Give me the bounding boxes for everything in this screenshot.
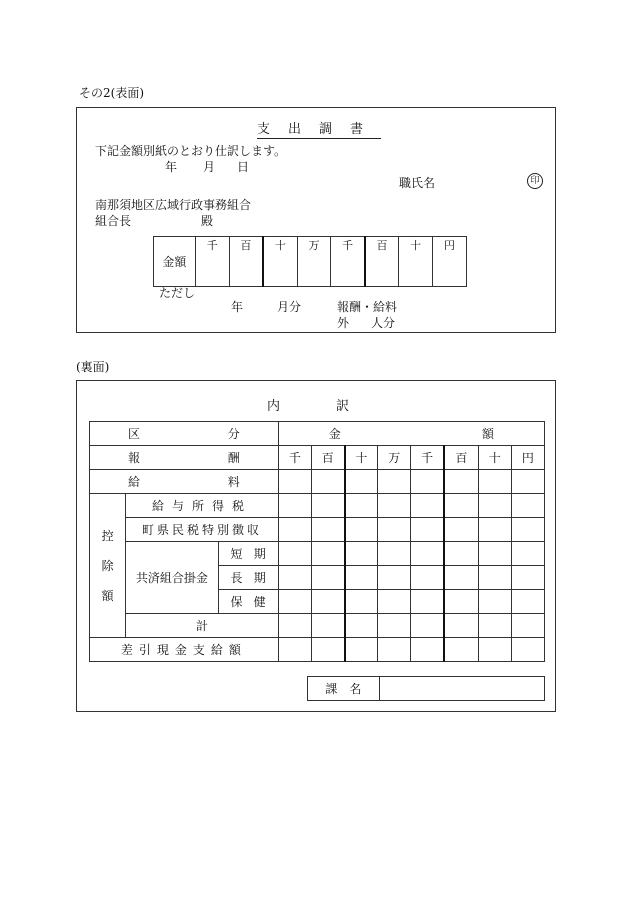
- row-subtotal: [90, 614, 545, 638]
- amount-digit[interactable]: [411, 518, 444, 542]
- amount-digit[interactable]: [444, 590, 478, 614]
- amount-digit[interactable]: [345, 614, 378, 638]
- amount-digit[interactable]: [345, 566, 378, 590]
- period-year: 年: [231, 300, 244, 314]
- subtotal-label: 計: [126, 614, 279, 638]
- amount-digit[interactable]: [478, 614, 511, 638]
- amount-digit[interactable]: [511, 614, 544, 638]
- amount-digit[interactable]: [278, 518, 311, 542]
- row-label-char: 給: [128, 475, 141, 489]
- row-income-tax: [90, 494, 545, 518]
- section-name-field[interactable]: [379, 677, 544, 701]
- intro-text: 下記金額別紙のとおり仕訳します。: [95, 144, 287, 158]
- deduction-char: 除: [101, 558, 114, 573]
- amount-digit[interactable]: [444, 614, 478, 638]
- proviso: ただし: [159, 286, 196, 300]
- amount-digit[interactable]: [345, 542, 378, 566]
- unit-cell: 円: [433, 237, 467, 261]
- amount-digit[interactable]: [345, 638, 378, 662]
- back-heading: (裏面): [76, 360, 110, 374]
- amount-digit[interactable]: [311, 494, 344, 518]
- amount-digit[interactable]: [345, 470, 378, 494]
- label-char: 短: [230, 547, 243, 561]
- amount-digit[interactable]: [311, 566, 344, 590]
- amount-digit[interactable]: [278, 470, 311, 494]
- amount-digit[interactable]: [478, 638, 511, 662]
- amount-digit[interactable]: [378, 566, 411, 590]
- amount-digit[interactable]: [378, 542, 411, 566]
- row-salary: [90, 470, 545, 494]
- amount-digit[interactable]: [444, 518, 478, 542]
- date-day: 日: [237, 160, 250, 174]
- pay-type: 報酬・給料: [337, 300, 398, 314]
- amount-digit[interactable]: [411, 542, 444, 566]
- unit-cell: 百: [311, 446, 344, 470]
- amount-digit[interactable]: [444, 542, 478, 566]
- amount-digit[interactable]: [411, 638, 444, 662]
- amount-digit[interactable]: [444, 638, 478, 662]
- amount-digit[interactable]: [511, 518, 544, 542]
- back-title: 内 訳: [267, 399, 360, 414]
- amount-digit[interactable]: [229, 261, 263, 287]
- col-category-char: 区: [128, 427, 141, 441]
- row-short-term: [90, 542, 545, 566]
- amount-digit[interactable]: [511, 470, 544, 494]
- unit-cell: 百: [365, 237, 399, 261]
- amount-digit[interactable]: [378, 494, 411, 518]
- amount-digit[interactable]: [411, 566, 444, 590]
- amount-digit[interactable]: [411, 494, 444, 518]
- amount-digit[interactable]: [311, 590, 344, 614]
- amount-digit[interactable]: [444, 470, 478, 494]
- amount-digit[interactable]: [345, 494, 378, 518]
- short-term-label: [218, 542, 278, 566]
- amount-digit[interactable]: [511, 542, 544, 566]
- unit-cell: 円: [511, 446, 544, 470]
- amount-digit[interactable]: [378, 518, 411, 542]
- addressee-title: 組合長: [95, 214, 132, 228]
- row-salary-label: [90, 470, 279, 494]
- section-name-label: 課 名: [308, 677, 380, 701]
- unit-cell: 十: [263, 237, 297, 261]
- date-year: 年: [165, 160, 178, 174]
- amount-digit[interactable]: [278, 542, 311, 566]
- amount-digit[interactable]: [411, 614, 444, 638]
- label-char: 期: [253, 571, 266, 585]
- amount-digit[interactable]: [511, 494, 544, 518]
- income-tax-label: 給与所得税: [126, 494, 279, 518]
- amount-digit[interactable]: [478, 566, 511, 590]
- amount-digit[interactable]: [478, 542, 511, 566]
- col-amount-char: 額: [481, 427, 494, 441]
- front-form: [76, 107, 556, 333]
- label-char: 期: [253, 547, 266, 561]
- amount-table: [153, 236, 467, 287]
- unit-cell: 十: [478, 446, 511, 470]
- col-category-header: [90, 422, 279, 446]
- amount-digit[interactable]: [365, 261, 399, 287]
- amount-digit[interactable]: [444, 494, 478, 518]
- front-title: 支出調書: [257, 118, 381, 139]
- long-term-label: [218, 566, 278, 590]
- col-category-char: 分: [227, 427, 240, 441]
- unit-cell: 十: [399, 237, 433, 261]
- front-heading: その2(表面): [79, 86, 144, 100]
- amount-digit[interactable]: [511, 638, 544, 662]
- amount-digit[interactable]: [478, 518, 511, 542]
- breakdown-table: [89, 421, 545, 662]
- unit-cell: 百: [444, 446, 478, 470]
- amount-digit[interactable]: [311, 614, 344, 638]
- amount-digit[interactable]: [278, 590, 311, 614]
- amount-digit[interactable]: [278, 566, 311, 590]
- amount-digit[interactable]: [297, 261, 331, 287]
- amount-digit[interactable]: [263, 261, 297, 287]
- amount-digit[interactable]: [345, 518, 378, 542]
- amount-digit[interactable]: [378, 590, 411, 614]
- amount-digit[interactable]: [311, 470, 344, 494]
- amount-digit[interactable]: [444, 566, 478, 590]
- amount-digit[interactable]: [378, 638, 411, 662]
- amount-digit[interactable]: [411, 590, 444, 614]
- unit-cell: 万: [378, 446, 411, 470]
- unit-cell: 千: [411, 446, 444, 470]
- amount-digit[interactable]: [331, 261, 365, 287]
- col-amount-header: [278, 422, 544, 446]
- unit-cell: 千: [278, 446, 311, 470]
- period-month: 月分: [277, 300, 302, 314]
- unit-cell: 十: [345, 446, 378, 470]
- amount-digit[interactable]: [511, 566, 544, 590]
- amount-digit[interactable]: [478, 494, 511, 518]
- row-label-char: 料: [227, 475, 240, 489]
- amount-digit[interactable]: [311, 518, 344, 542]
- amount-digit[interactable]: [278, 638, 311, 662]
- amount-digit[interactable]: [345, 590, 378, 614]
- amount-digit[interactable]: [311, 638, 344, 662]
- amount-label: 金額: [154, 237, 196, 287]
- persons-prefix: 外: [337, 316, 350, 330]
- amount-digit[interactable]: [378, 470, 411, 494]
- seal-mark: 印: [527, 173, 543, 189]
- unit-cell: 百: [229, 237, 263, 261]
- deduction-label: [90, 494, 126, 638]
- col-amount-char: 金: [328, 427, 341, 441]
- unit-cell: 万: [297, 237, 331, 261]
- amount-digit[interactable]: [478, 470, 511, 494]
- amount-digit[interactable]: [278, 494, 311, 518]
- amount-digit[interactable]: [195, 261, 229, 287]
- amount-digit[interactable]: [433, 261, 467, 287]
- amount-digit[interactable]: [378, 614, 411, 638]
- row-remuneration-label: [90, 446, 279, 470]
- back-form: [76, 380, 556, 712]
- official-label: 職氏名: [399, 176, 436, 190]
- amount-digit[interactable]: [399, 261, 433, 287]
- row-label-char: 報: [128, 451, 141, 465]
- deduction-char: 額: [101, 588, 114, 603]
- amount-digit[interactable]: [278, 614, 311, 638]
- label-char: 健: [253, 595, 266, 609]
- resident-tax-label: 町県民税特別徴収: [126, 518, 279, 542]
- row-label-char: 酬: [227, 451, 240, 465]
- row-net-payment: [90, 638, 545, 662]
- label-char: 長: [230, 571, 243, 585]
- unit-cell: 千: [195, 237, 229, 261]
- amount-digit[interactable]: [511, 590, 544, 614]
- addressee-honorific: 殿: [201, 214, 214, 228]
- mutual-aid-label: 共済組合掛金: [126, 542, 218, 614]
- amount-digit[interactable]: [311, 542, 344, 566]
- row-resident-tax: [90, 518, 545, 542]
- net-payment-label: 差引現金支給額: [90, 638, 279, 662]
- date-month: 月: [203, 160, 216, 174]
- addressee-org: 南那須地区広域行政事務組合: [95, 198, 252, 212]
- amount-digit[interactable]: [411, 470, 444, 494]
- health-label: [218, 590, 278, 614]
- deduction-char: 控: [101, 528, 114, 543]
- section-name-table: [307, 676, 545, 701]
- label-char: 保: [230, 595, 243, 609]
- unit-cell: 千: [331, 237, 365, 261]
- persons-suffix: 人分: [371, 316, 396, 330]
- amount-digit[interactable]: [478, 590, 511, 614]
